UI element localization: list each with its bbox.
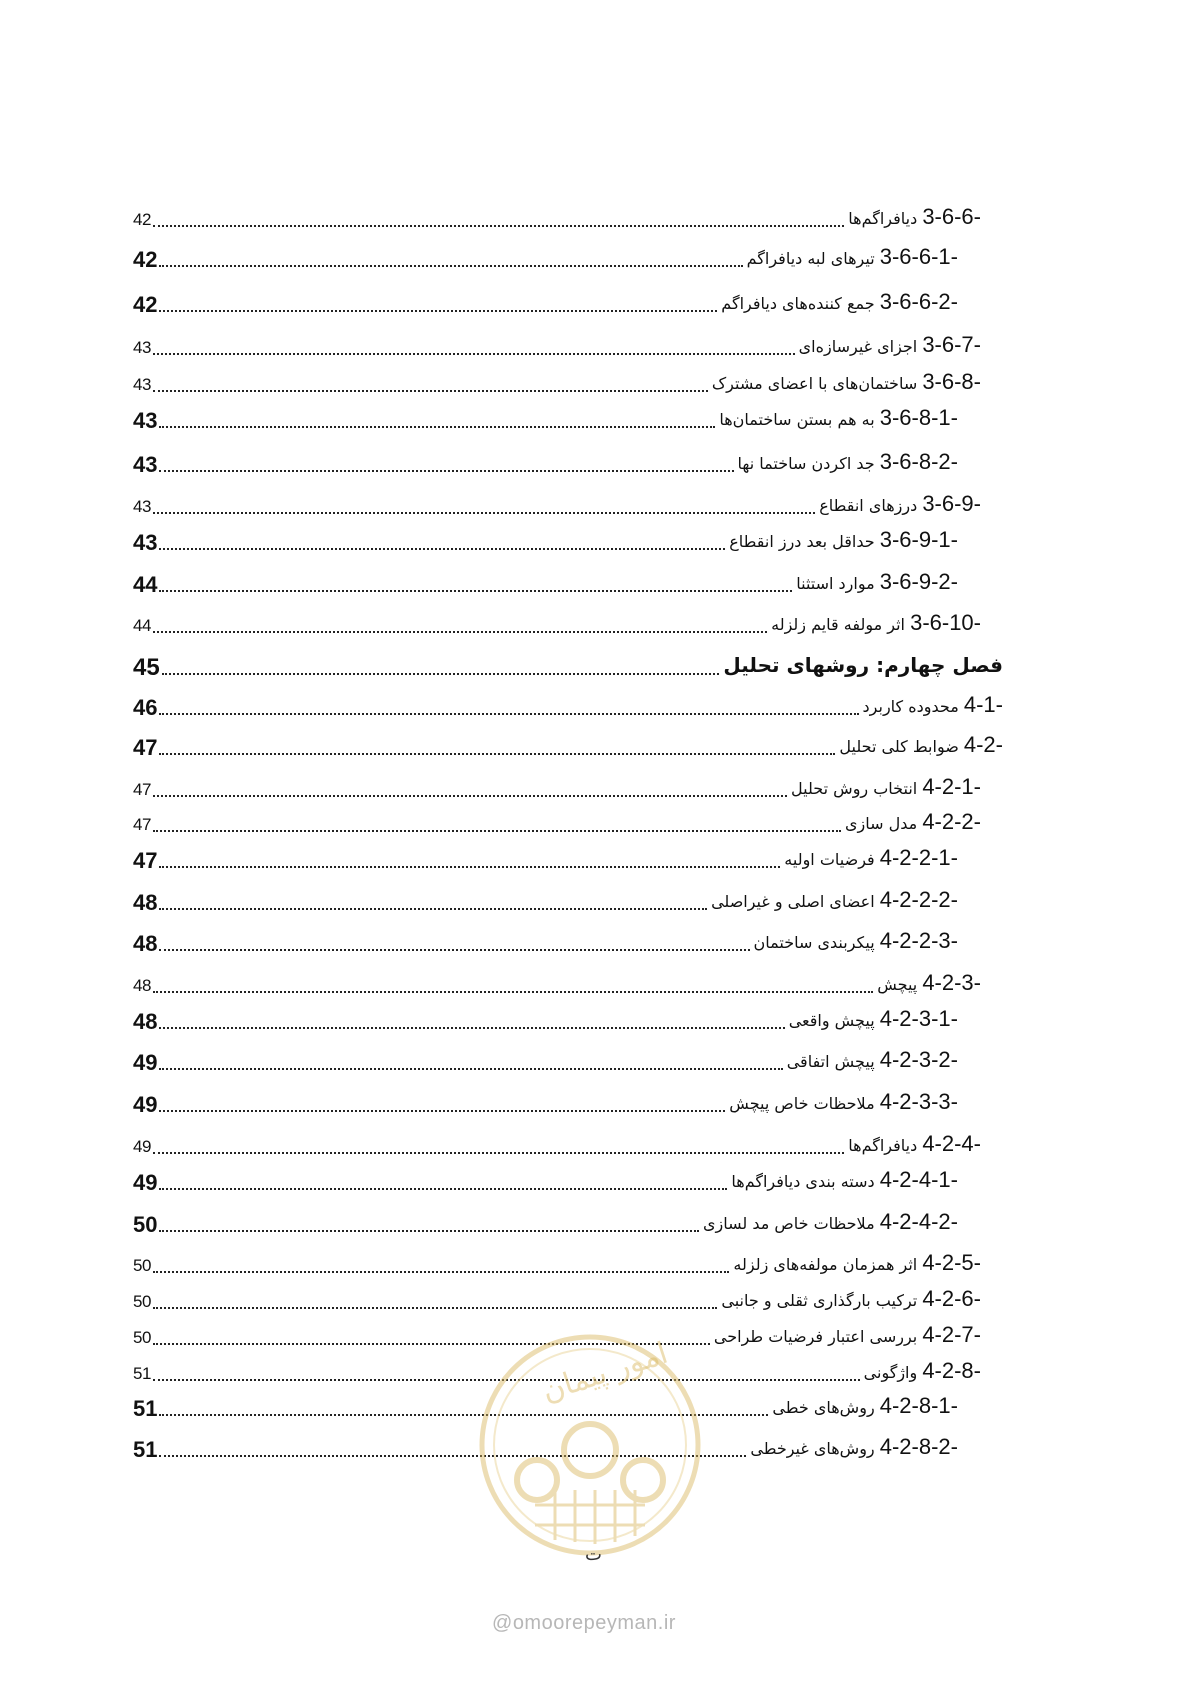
dot-leader — [159, 1110, 725, 1112]
toc-section-number: 4-2-2-2- — [879, 887, 958, 912]
dot-leader — [159, 866, 780, 868]
toc-entry[interactable] — [0, 1274, 1191, 1314]
toc-label — [711, 887, 958, 915]
toc-page-number: 51 — [133, 1364, 151, 1383]
toc-title: دیافراگم‌ها — [848, 1136, 923, 1155]
toc-label — [848, 204, 981, 232]
toc-title: روش‌های خطی — [772, 1398, 880, 1417]
toc-page-number: 43 — [133, 497, 151, 516]
toc-label — [731, 1167, 958, 1195]
toc-title: ملاحظات خاص پیچش — [729, 1094, 880, 1113]
toc-page-number: 50 — [133, 1328, 151, 1347]
toc-title: تیرهای لبه دیافراگم — [746, 249, 880, 268]
toc-page-number: 49 — [133, 1050, 158, 1075]
toc-label — [729, 527, 958, 555]
toc-entry[interactable] — [0, 680, 1191, 720]
toc-section-number: 4-2-2-3- — [879, 928, 958, 953]
toc-page-number: 44 — [133, 572, 158, 597]
dot-leader — [159, 1230, 699, 1232]
toc-page-number: 43 — [133, 338, 151, 357]
toc-section-number: 3-6-8-2- — [879, 449, 958, 474]
toc-title: اجزای غیرسازه‌ای — [798, 337, 923, 356]
toc-entry[interactable] — [0, 640, 1191, 680]
toc-entry[interactable] — [0, 797, 1191, 837]
toc-title: محدوده کاربرد — [862, 697, 964, 716]
toc-section-number: 4-1- — [963, 692, 1003, 717]
toc-entry[interactable] — [0, 320, 1191, 360]
toc-page-number: 44 — [133, 616, 151, 635]
toc-page-number: 50 — [133, 1292, 151, 1311]
toc-title: واژگونی — [863, 1363, 923, 1382]
footer-site: @omoorepeyman.ir — [492, 1612, 676, 1634]
toc-section-number: 4-2-3-2- — [879, 1047, 958, 1072]
toc-title: اثر مولفه قایم زلزله — [771, 615, 911, 634]
toc-page-number: 48 — [133, 1009, 158, 1034]
dot-leader — [159, 310, 717, 312]
toc-title: اعضای اصلی و غیراصلی — [711, 892, 880, 911]
toc-section-number: 4-2-1- — [922, 774, 981, 799]
toc-section-number: 4-2-8-2- — [879, 1434, 958, 1459]
toc-page-number: 48 — [133, 976, 151, 995]
dot-leader — [159, 470, 733, 472]
toc-section-number: 3-6-7- — [922, 332, 981, 357]
dot-leader — [159, 426, 715, 428]
toc-label — [796, 569, 958, 597]
toc-title: حداقل بعد درز انقطاع — [729, 532, 880, 551]
toc-label — [747, 244, 958, 272]
toc-label — [738, 449, 958, 477]
toc-title: پیچش اتفاقی — [786, 1052, 880, 1071]
toc-entry[interactable] — [0, 720, 1191, 760]
toc-title: درزهای انقطاع — [819, 496, 923, 515]
dot-leader — [153, 390, 708, 392]
toc-section-number: 3-6-9-1- — [879, 527, 958, 552]
dot-leader — [153, 830, 841, 832]
toc-title: دسته بندی دیافراگم‌ها — [731, 1172, 880, 1191]
toc-page-number: 43 — [133, 452, 158, 477]
toc-entry[interactable] — [0, 393, 1191, 433]
toc-label — [719, 405, 958, 433]
toc-section-number: 4-2-4-1- — [879, 1167, 958, 1192]
toc-title: پیچش — [877, 975, 923, 994]
toc-section-number: 4-2-3-1- — [879, 1006, 958, 1031]
footer-page-letter: ت — [585, 1544, 602, 1565]
dot-leader — [159, 713, 858, 715]
toc-title: پیچش واقعی — [788, 1011, 880, 1030]
toc-title: دیافراگم‌ها — [848, 209, 923, 228]
toc-title: ملاحظات خاص مد لسازی — [702, 1214, 880, 1233]
toc-page-number: 43 — [133, 408, 158, 433]
toc-entry[interactable] — [0, 1035, 1191, 1075]
toc-title: اثر همزمان مولفه‌های زلزله — [733, 1255, 923, 1274]
toc-section-number: 4-2-7- — [922, 1322, 981, 1347]
dot-leader — [153, 1307, 717, 1309]
toc-entry[interactable] — [0, 598, 1191, 638]
toc-page-number: 42 — [133, 247, 158, 272]
dot-leader — [159, 265, 742, 267]
toc-page-number: 47 — [133, 815, 151, 834]
toc-entry[interactable] — [0, 833, 1191, 873]
toc-page-number: 43 — [133, 530, 158, 555]
dot-leader — [153, 1271, 730, 1273]
toc-page-number: 46 — [133, 695, 158, 720]
toc-entry[interactable] — [0, 557, 1191, 597]
toc-entry[interactable] — [0, 1197, 1191, 1237]
toc-entry[interactable] — [0, 875, 1191, 915]
toc-section-number: 4-2-2-1- — [879, 845, 958, 870]
toc-section-number: 3-6-9- — [922, 491, 981, 516]
toc-title: به هم بستن ساختمان‌ها — [719, 410, 880, 429]
toc-section-number: 4-2-3-3- — [879, 1089, 958, 1114]
toc-page-number: 43 — [133, 375, 151, 394]
toc-entry[interactable] — [0, 1119, 1191, 1159]
toc-page-number: 48 — [133, 931, 158, 956]
dot-leader — [153, 353, 795, 355]
toc-entry[interactable] — [0, 437, 1191, 477]
toc-label — [772, 1393, 958, 1421]
toc-title: مدل سازی — [845, 814, 923, 833]
toc-title: ضوابط کلی تحلیل — [839, 737, 964, 756]
toc-entry[interactable] — [0, 1077, 1191, 1117]
toc-entry[interactable] — [0, 277, 1191, 317]
toc-section-number: 4-2- — [963, 732, 1003, 757]
toc-page-number: 47 — [133, 735, 158, 760]
toc-title: موارد استثنا — [796, 574, 880, 593]
dot-leader — [159, 1188, 727, 1190]
toc-page-number: 47 — [133, 848, 158, 873]
toc-page-number: 49 — [133, 1137, 151, 1156]
toc-entry[interactable] — [0, 232, 1191, 272]
toc-section-number: 3-6-6- — [922, 204, 981, 229]
toc-section-number: 3-6-8-1- — [879, 405, 958, 430]
watermark-text: امور پیمان — [537, 1335, 673, 1410]
toc-section-number: 3-6-6-2- — [879, 289, 958, 314]
site-url: omoorepeyman.ir — [512, 1612, 676, 1634]
toc-entry[interactable] — [0, 958, 1191, 998]
toc-title: روش‌های غیرخطی — [750, 1439, 880, 1458]
toc-title: انتخاب روش تحلیل — [791, 779, 923, 798]
toc-entry[interactable] — [0, 1238, 1191, 1278]
dot-leader — [153, 991, 873, 993]
toc-page-number: 51 — [133, 1437, 158, 1462]
toc-section-number: 4-2-4- — [922, 1131, 981, 1156]
dot-leader — [159, 753, 835, 755]
toc-section-number: 3-6-6-1- — [879, 244, 958, 269]
dot-leader — [153, 512, 815, 514]
toc-page-number: 49 — [133, 1170, 158, 1195]
toc-entry[interactable] — [0, 994, 1191, 1034]
dot-leader — [153, 631, 767, 633]
toc-label — [789, 1006, 958, 1034]
toc-label — [799, 332, 981, 360]
toc-section-number: 3-6-10- — [910, 610, 981, 635]
toc-title: جد اکردن ساختما نها — [737, 454, 880, 473]
toc-title: جمع کننده‌های دیافراگم — [721, 294, 880, 313]
toc-label — [784, 845, 958, 873]
dot-leader — [159, 949, 749, 951]
toc-section-number: 4-2-8- — [922, 1358, 981, 1383]
toc-section-number: 3-6-9-2- — [879, 569, 958, 594]
toc-title: پیکربندی ساختمان — [753, 933, 880, 952]
toc-label — [839, 732, 1003, 760]
toc-label — [703, 1209, 958, 1237]
toc-page-number: 45 — [133, 654, 160, 681]
dot-leader — [159, 1068, 782, 1070]
toc-page-number: 50 — [133, 1212, 158, 1237]
toc-title: ترکیب بارگذاری ثقلی و جانبی — [721, 1291, 923, 1310]
toc-label — [771, 610, 981, 638]
toc-label — [729, 1089, 958, 1117]
toc-section-number: 4-2-5- — [922, 1250, 981, 1275]
toc-section-number: 3-6-8- — [922, 369, 981, 394]
toc-label — [721, 289, 958, 317]
toc-entry[interactable] — [0, 357, 1191, 397]
dot-leader — [162, 673, 720, 675]
toc-label — [723, 652, 1003, 680]
toc-section-number: 4-2-8-1- — [879, 1393, 958, 1418]
toc-section-number: 4-2-2- — [922, 809, 981, 834]
toc-page-number: 51 — [133, 1396, 158, 1421]
dot-leader — [159, 908, 707, 910]
toc-entry[interactable] — [0, 192, 1191, 232]
toc-title: ساختمان‌های با اعضای مشترک — [711, 374, 923, 393]
toc-section-number: 4-2-6- — [922, 1286, 981, 1311]
toc-entry[interactable] — [0, 479, 1191, 519]
toc-label — [754, 928, 958, 956]
toc-label — [863, 692, 1003, 720]
toc-section-number: 4-2-4-2- — [879, 1209, 958, 1234]
toc-title: بررسی اعتبار فرضیات طراحی — [713, 1327, 923, 1346]
dot-leader — [153, 1152, 844, 1154]
dot-leader — [159, 548, 725, 550]
toc-page-number: 49 — [133, 1092, 158, 1117]
toc-section-number: 4-2-3- — [922, 970, 981, 995]
toc-label — [750, 1434, 958, 1462]
dot-leader — [153, 225, 844, 227]
toc-title: فرضیات اولیه — [784, 850, 880, 869]
toc-entry[interactable] — [0, 762, 1191, 802]
dot-leader — [159, 1027, 784, 1029]
toc-page-number: 42 — [133, 292, 158, 317]
toc-page-number: 50 — [133, 1256, 151, 1275]
toc-page-number: 47 — [133, 780, 151, 799]
toc-label — [787, 1047, 958, 1075]
toc-title: فصل چهارم: روشهای تحلیل — [723, 653, 1003, 677]
toc-entry[interactable] — [0, 1155, 1191, 1195]
dot-leader — [159, 590, 792, 592]
toc-page-number: 42 — [133, 210, 151, 229]
toc-entry[interactable] — [0, 916, 1191, 956]
toc-entry[interactable] — [0, 515, 1191, 555]
toc-page-number: 48 — [133, 890, 158, 915]
